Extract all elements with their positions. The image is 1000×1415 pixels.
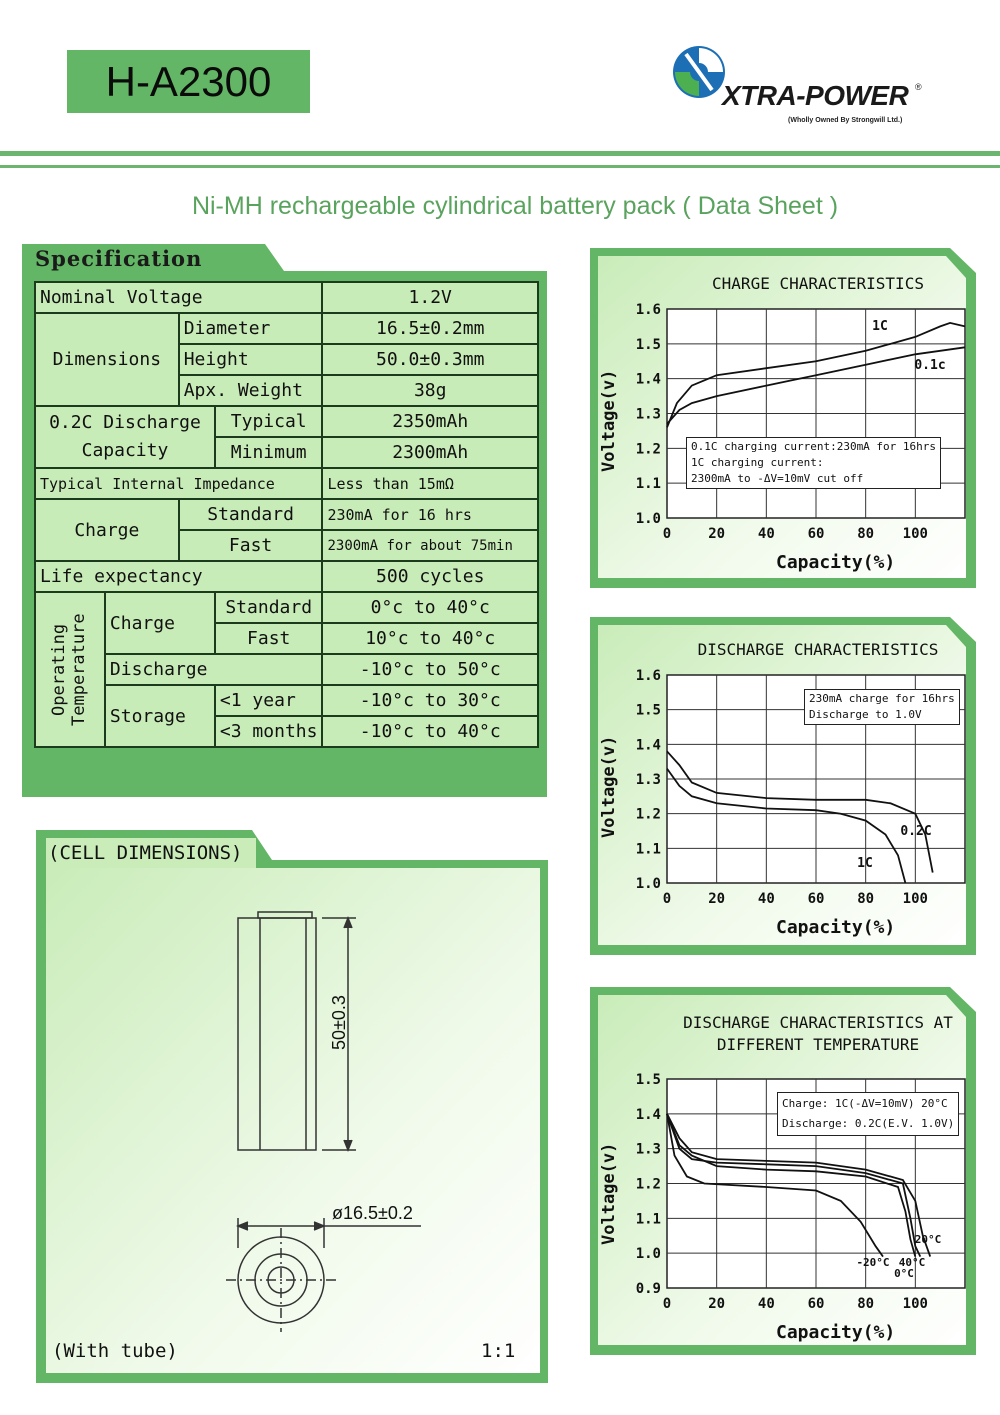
- series-label: 20°C: [914, 1233, 942, 1246]
- y-tick-label: 1.0: [635, 876, 661, 892]
- header-rule-top: [0, 151, 1000, 156]
- note-line: 230mA charge for 16hrs: [809, 692, 955, 705]
- y-tick-label: 1.0: [635, 1246, 661, 1263]
- minimum-label: Minimum: [215, 437, 323, 468]
- impedance-value: Less than 15mΩ: [322, 468, 538, 499]
- y-tick-label: 1.6: [635, 302, 661, 318]
- y-tick-label: 0.9: [635, 1281, 661, 1297]
- y-tick-label: 1.3: [635, 772, 661, 788]
- y-tick-label: 1.3: [635, 1141, 661, 1158]
- height-dimension-label: 50±0.3: [329, 995, 349, 1050]
- dimensions-label: Dimensions: [35, 313, 179, 406]
- life-label: Life expectancy: [35, 561, 322, 592]
- y-tick-label: 1.5: [635, 336, 661, 353]
- x-tick-label: 60: [807, 891, 825, 907]
- with-tube-note: (With tube): [52, 1340, 178, 1362]
- series-label: 0.1c: [914, 358, 946, 373]
- series-label: 0°C: [894, 1267, 914, 1280]
- table-row: [35, 561, 538, 592]
- cell-dimensions-title: (CELL DIMENSIONS): [48, 842, 243, 864]
- note-line: Discharge to 1.0V: [809, 708, 922, 721]
- y-tick-label: 1.4: [635, 371, 661, 388]
- charge-label: Charge: [35, 499, 179, 561]
- op-discharge-label: Discharge: [105, 654, 323, 685]
- y-tick-label: 1.2: [635, 1176, 661, 1193]
- y-tick-label: 1.6: [635, 668, 661, 684]
- weight-label: Apx. Weight: [179, 375, 323, 406]
- y-tick-label: 1.0: [635, 511, 661, 527]
- impedance-label: Typical Internal Impedance: [35, 468, 322, 499]
- drawing-scale: 1:1: [481, 1340, 516, 1362]
- table-row: [35, 313, 538, 344]
- nominal-voltage-label: Nominal Voltage: [35, 282, 322, 313]
- storage-1year-value: -10°c to 30°c: [322, 685, 538, 716]
- typical-label: Typical: [215, 406, 323, 437]
- table-row: [35, 282, 538, 313]
- x-tick-label: 100: [902, 891, 928, 907]
- x-tick-label: 0: [662, 1296, 672, 1312]
- series-label: 1C: [857, 856, 873, 871]
- nominal-voltage-value: 1.2V: [322, 282, 538, 313]
- x-tick-label: 60: [807, 1296, 825, 1312]
- cell-dimensions-panel: [36, 830, 548, 1383]
- x-tick-label: 40: [757, 1296, 775, 1312]
- diameter-dimension-label: ø16.5±0.2: [332, 1203, 413, 1223]
- charge-fast-value: 2300mA for about 75min: [322, 530, 538, 561]
- discharge-note: [804, 689, 960, 725]
- table-row: [35, 654, 538, 685]
- series-label: 1C: [872, 319, 888, 334]
- brand-name: XTRA-POWER: [722, 80, 909, 111]
- y-tick-label: 1.5: [635, 1072, 661, 1088]
- brand-subtitle: (Wholly Owned By Strongwill Ltd.): [788, 117, 903, 124]
- storage-label: Storage: [105, 685, 215, 747]
- x-tick-label: 20: [708, 891, 726, 907]
- note-line: 1C charging current:: [691, 456, 824, 469]
- specification-table: [34, 281, 539, 748]
- op-standard-label: Standard: [215, 592, 323, 623]
- note-line: 2300mA to -ΔV=10mV cut off: [691, 472, 864, 485]
- chart-title: DISCHARGE CHARACTERISTICS: [697, 640, 939, 659]
- x-tick-label: 100: [902, 1296, 928, 1312]
- series-label: 0.2C: [900, 824, 932, 839]
- y-axis-label: Voltage(v): [599, 369, 619, 472]
- operating-temperature-cell: [35, 592, 105, 747]
- height-label: Height: [179, 344, 323, 375]
- y-tick-label: 1.3: [635, 406, 661, 423]
- chart-title: CHARGE CHARACTERISTICS: [712, 274, 924, 293]
- operating-temperature-label: Operating Temperature: [49, 613, 89, 726]
- series-label: 40°C: [898, 1256, 926, 1269]
- document-subtitle: Ni-MH rechargeable cylindrical battery pack ( Data Sheet ): [191, 192, 839, 220]
- height-value: 50.0±0.3mm: [322, 344, 538, 375]
- x-tick-label: 0: [662, 891, 672, 907]
- x-tick-label: 40: [757, 891, 775, 907]
- x-tick-label: 80: [857, 891, 875, 907]
- x-tick-label: 0: [662, 526, 672, 542]
- header-rule-bottom: [0, 165, 1000, 168]
- storage-3months-label: <3 months: [215, 716, 323, 747]
- weight-value: 38g: [322, 375, 538, 406]
- x-tick-label: 20: [708, 526, 726, 542]
- life-value: 500 cycles: [322, 561, 538, 592]
- capacity-label: 0.2C Discharge Capacity: [35, 406, 215, 468]
- x-tick-label: 100: [902, 526, 928, 542]
- op-discharge-value: -10°c to 50°c: [322, 654, 538, 685]
- table-row: [35, 499, 538, 530]
- y-axis-label: Voltage(v): [599, 1142, 619, 1245]
- charge-chart: [590, 248, 978, 588]
- typical-value: 2350mAh: [322, 406, 538, 437]
- model-badge: [67, 50, 310, 113]
- x-axis-label: Capacity(%): [776, 917, 896, 938]
- charge-note: [686, 437, 941, 489]
- y-axis-label: Voltage(v): [599, 735, 619, 838]
- x-tick-label: 80: [857, 1296, 875, 1312]
- y-tick-label: 1.2: [635, 441, 661, 458]
- charge-standard-label: Standard: [179, 499, 323, 530]
- series-label: -20°C: [856, 1256, 890, 1269]
- y-tick-label: 1.1: [635, 476, 661, 493]
- note-line: Charge: 1C(-ΔV=10mV) 20°C: [782, 1097, 948, 1110]
- model-number: H-A2300: [105, 57, 272, 105]
- note-line: 0.1C charging current:230mA for 16hrs: [691, 440, 937, 453]
- charge-fast-label: Fast: [179, 530, 323, 561]
- temperature-note: [777, 1092, 959, 1136]
- registered-mark: ®: [915, 82, 922, 92]
- specification-title: Specification: [35, 246, 203, 271]
- x-tick-label: 20: [708, 1296, 726, 1312]
- y-tick-label: 1.2: [635, 806, 661, 823]
- x-tick-label: 80: [857, 526, 875, 542]
- table-row: [35, 406, 538, 437]
- y-tick-label: 1.4: [635, 1106, 661, 1123]
- x-axis-label: Capacity(%): [776, 552, 896, 573]
- diameter-value: 16.5±0.2mm: [322, 313, 538, 344]
- op-charge-fast-value: 10°c to 40°c: [322, 623, 538, 654]
- y-tick-label: 1.1: [635, 1211, 661, 1228]
- charge-standard-value: 230mA for 16 hrs: [322, 499, 538, 530]
- y-tick-label: 1.1: [635, 841, 661, 858]
- note-line: Discharge: 0.2C(E.V. 1.0V): [782, 1117, 955, 1130]
- x-tick-label: 40: [757, 526, 775, 542]
- storage-1year-label: <1 year: [215, 685, 323, 716]
- chart-title: DISCHARGE CHARACTERISTICS AT DIFFERENT TEMPERATURE: [683, 1013, 953, 1054]
- y-tick-label: 1.5: [635, 702, 661, 719]
- minimum-value: 2300mAh: [322, 437, 538, 468]
- x-axis-label: Capacity(%): [776, 1322, 896, 1343]
- op-charge-standard-value: 0°c to 40°c: [322, 592, 538, 623]
- diameter-label: Diameter: [179, 313, 323, 344]
- x-tick-label: 60: [807, 526, 825, 542]
- table-row: [35, 592, 538, 623]
- op-charge-label: Charge: [105, 592, 215, 654]
- storage-3months-value: -10°c to 40°c: [322, 716, 538, 747]
- table-row: [35, 468, 538, 499]
- op-fast-label: Fast: [215, 623, 323, 654]
- y-tick-label: 1.4: [635, 737, 661, 754]
- discharge-chart: [590, 617, 978, 955]
- table-row: [35, 685, 538, 716]
